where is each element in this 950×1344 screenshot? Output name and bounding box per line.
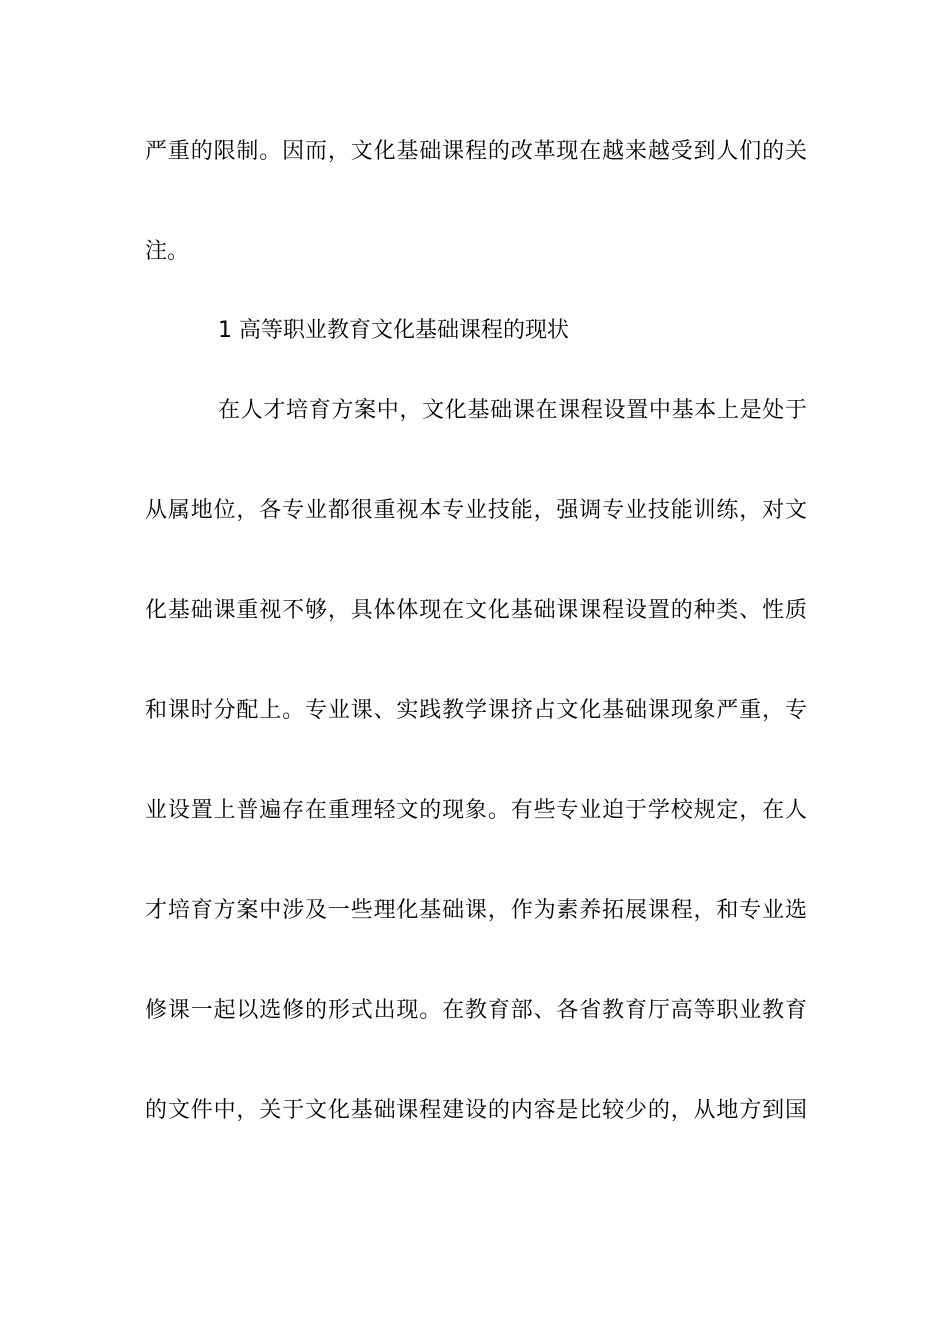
paragraph-line-1: 严重的限制。因而，文化基础课程的改革现在越来越受到人们的关 [145,139,807,164]
paragraph-line-7: 业设置上普遍存在重理轻文的现象。有些专业迫于学校规定，在人 [145,798,807,823]
paragraph-line-5: 化基础课重视不够，具体体现在文化基础课课程设置的种类、性质 [145,598,807,623]
paragraph-line-8: 才培育方案中涉及一些理化基础课，作为素养拓展课程，和专业选 [145,898,807,923]
section-heading: 1 高等职业教育文化基础课程的现状 [218,318,569,343]
paragraph-line-2: 注。 [145,239,190,264]
paragraph-line-4: 从属地位，各专业都很重视本专业技能，强调专业技能训练，对文 [145,498,807,523]
paragraph-line-6: 和课时分配上。专业课、实践教学课挤占文化基础课现象严重，专 [145,698,807,723]
paragraph-line-10: 的文件中，关于文化基础课程建设的内容是比较少的，从地方到国 [145,1098,807,1123]
paragraph-line-3: 在人才培育方案中，文化基础课在课程设置中基本上是处于 [218,398,807,423]
paragraph-line-9: 修课一起以选修的形式出现。在教育部、各省教育厅高等职业教育 [145,998,807,1023]
